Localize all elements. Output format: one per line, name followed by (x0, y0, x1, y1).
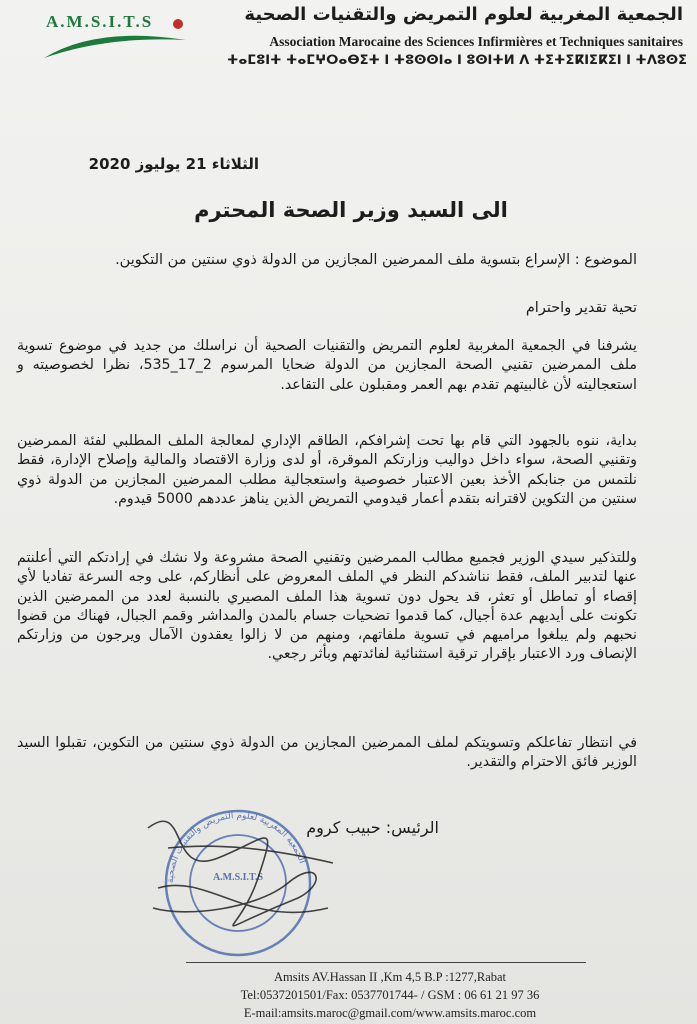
association-logo (36, 6, 196, 76)
letter-greeting: تحية تقدير واحترام (525, 300, 637, 316)
footer-divider (186, 962, 586, 963)
letter-addressee: الى السيد وزير الصحة المحترم (194, 198, 508, 222)
association-name-arabic: الجمعية المغربية لعلوم التمريض والتقنيات الصحية (244, 4, 683, 25)
letter-subject: الموضوع : الإسراع بتسوية ملف الممرضين المجازين من الدولة ذوي سنتين من التكوين. (115, 252, 637, 268)
association-name-tifinagh: ⵜⴰⵎⵓⵏⵜ ⵜⴰⵎⵖⵔⴰⴱⵉⵜ ⵏ ⵜⵓⵙⵙⵏⴰ ⵏ ⵓⵙⵏⵜⵍ ⴷ ⵜⵉⵜⵉⴽⵏⵉⴽⵉⵏ ⵏ ⵜⴷⵓⵙⵉ (226, 53, 687, 68)
association-name-french: Association Marocaine des Sciences Infirmières et Techniques sanitaires (269, 34, 683, 49)
letter-paragraph: في انتظار تفاعلكم وتسويتكم لملف الممرضين المجازين من الدولة ذوي سنتين من التكوين، تقبلوا السيد الوزير فائق الاحترام والتقدير. (17, 735, 637, 771)
official-stamp-icon (128, 788, 348, 963)
letter-signatory: الرئيس: حبيب كروم (306, 818, 439, 837)
letter-paragraph: وللتذكير سيدي الوزير فجميع مطالب الممرضين وتقنيي الصحة مشروعة ولا نشك في إرادتكم التي أعلنتم عنها لتدبير الملف، فقط نناشدكم النظر في الملف المعروض على أنظاركم، على وجه السرعة تفاديا لأي إقصاء أو تماطل أو تعثر، قد يحول دون تسوية هذا الملف المصيري بالنسبة لعدد من الممرضين الذين تكونت على أيديهم عدة أجيال، كما قدموا تضحيات جسام بالمدن والمداشر وقمم الجبال، فهناك من قضوا نحبهم ولم يبلغوا مراميهم في تسوية ملفاتهم، ومنهم من لا زالوا يعقدون الآمال ويرجون من وزارتكم الإنصاف ورد الاعتبار بإقرار ترقية استثنائية لفائدتهم وبأثر رجعي. (17, 550, 637, 663)
letter-paragraph: بداية، ننوه بالجهود التي قام بها تحت إشرافكم، الطاقم الإداري لمعالجة الملف المطلبي لفئة الممرضين وتقنيي الصحة، سواء داخل دواليب وزارتكم الموقرة، أو لدى وزارة الاقتصاد والمالية وإصلاح الإدارة، فقط نلتمس من جنابكم الأخذ بعين الاعتبار خصوصية واستعجالية مطلب الممرضين المجازين من الدولة ذوي سنتين من التكوين لاقترانه بتقدم أعمار قيدومي التمريض الذين يناهز عددهم 5000 قيدوم. (17, 433, 637, 507)
footer-contact: E-mail:amsits.maroc@gmail.com/www.amsits.maroc.com (243, 1006, 537, 1020)
footer-address: Amsits AV.Hassan II ,Km 4,5 B.P :1277,Rabat (273, 970, 507, 984)
stamp-center-text: A.M.S.I.T.S (212, 872, 264, 883)
footer-phones: Tel:0537201501/Fax: 0537701744- / GSM : 06 61 21 97 36 (240, 988, 540, 1002)
letter-paragraph: يشرفنا في الجمعية المغربية لعلوم التمريض والتقنيات الصحية أن نراسلك من جديد في موضوع تسوية ملف الممرضين تقنيي الصحة المجازين من الدولة ضحايا المرسوم 2_17_535، نظرا لخصوصيته و استعجاليته لأن غالبيتهم تقدم بهم العمر ومقبلون على التقاعد. (17, 338, 637, 393)
stamp-ring-text: الجمعية المغربية لعلوم التمريض والتقنيات الصحية (165, 810, 307, 884)
logo-text: A.M.S.I.T.S (46, 12, 154, 31)
letter-date: الثلاثاء 21 يوليوز 2020 (88, 155, 259, 173)
